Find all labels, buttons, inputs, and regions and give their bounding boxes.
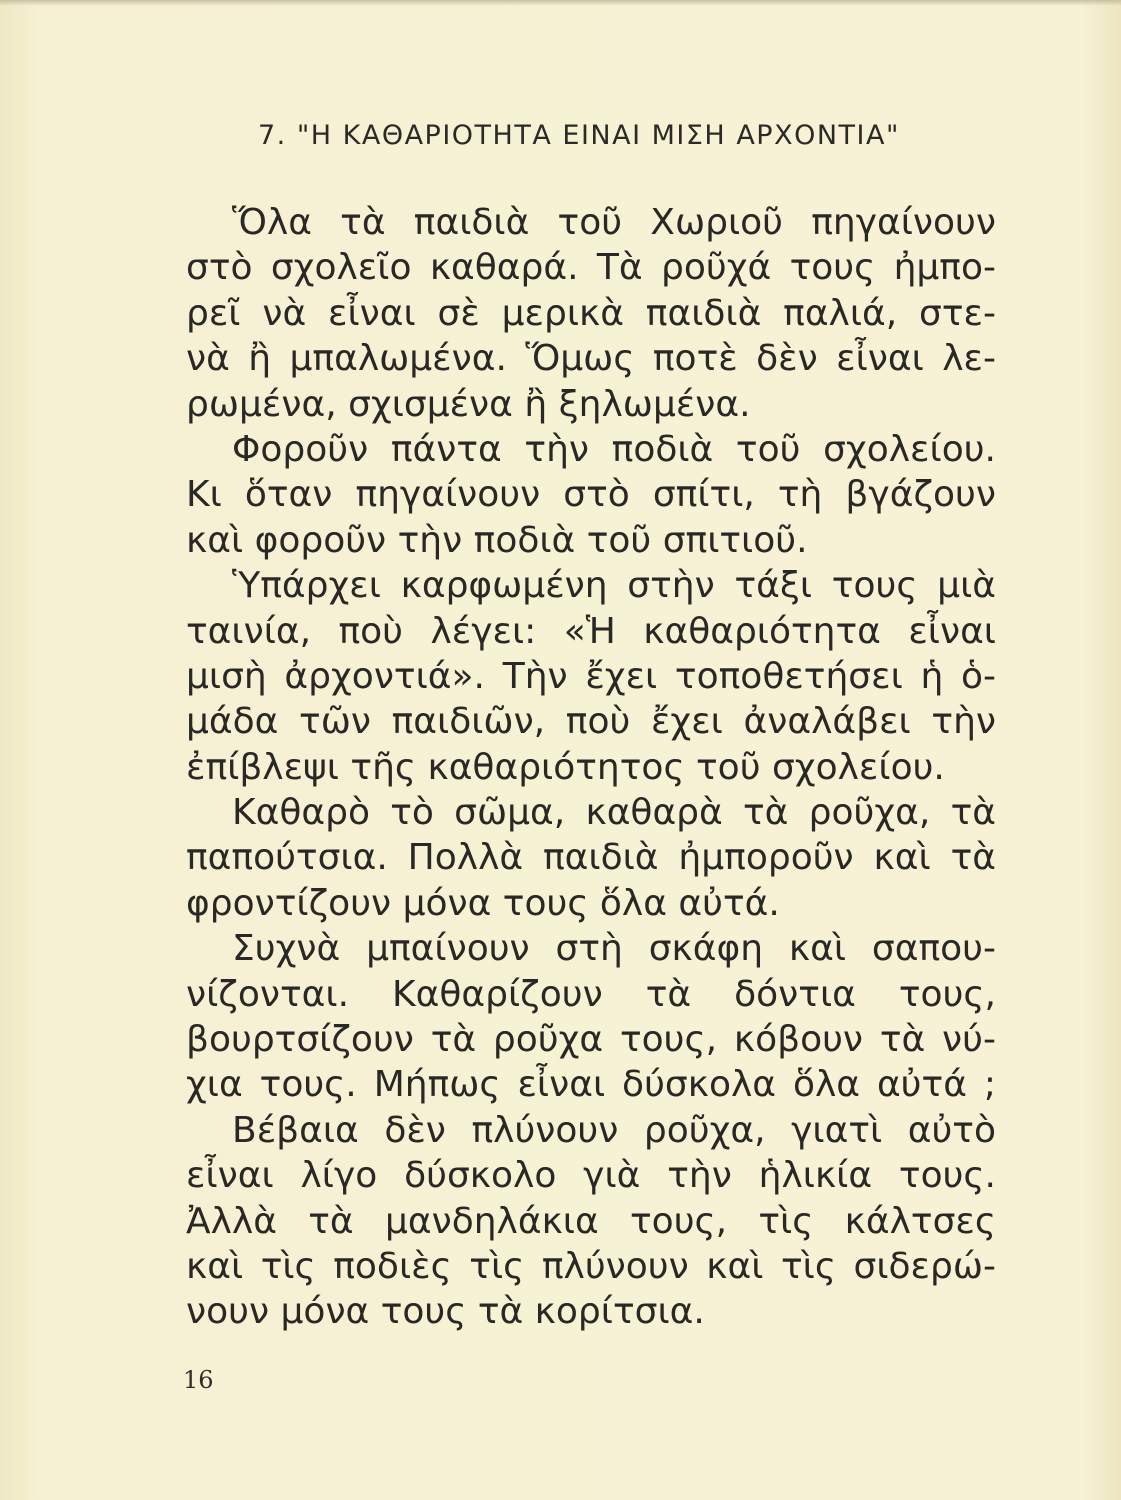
text-line: παπούτσια. Πολλὰ παιδιὰ ἠμποροῦν καὶ τὰ xyxy=(186,837,996,879)
text-line: νίζονται. Καθαρίζουν τὰ δόντια τους, xyxy=(186,973,996,1015)
text-line: μάδα τῶν παιδιῶν, ποὺ ἔχει ἀναλάβει τὴν xyxy=(186,701,996,743)
chapter-heading: 7. "Η ΚΑΘΑΡΙΟΤΗΤΑ ΕΙΝΑΙ ΜΙΣΗ ΑΡΧΟΝΤΙΑ" xyxy=(258,120,900,151)
text-line: Ἀλλὰ τὰ μανδηλάκια τους, τὶς κάλτσες xyxy=(186,1200,996,1242)
page-top-edge xyxy=(0,0,1121,6)
text-line: χια τους. Μήπως εἶναι δύσκολα ὅλα αὐτά ; xyxy=(186,1064,996,1106)
text-line: στὸ σχολεῖο καθαρά. Τὰ ροῦχά τους ἠμπο- xyxy=(186,247,996,289)
text-line: Ὅλα τὰ παιδιὰ τοῦ Χωριοῦ πηγαίνουν xyxy=(232,202,996,243)
text-line: μισὴ ἀρχοντιά». Τὴν ἔχει τοποθετήσει ἡ ὁ- xyxy=(186,655,996,697)
text-line: Καθαρὸ τὸ σῶμα, καθαρὰ τὰ ροῦχα, τὰ xyxy=(232,792,996,834)
text-line: βουρτσίζουν τὰ ροῦχα τους, κόβουν τὰ νύ- xyxy=(186,1019,996,1061)
text-line: ἐπίβλεψι τῆς καθαριότητος τοῦ σχολείου. xyxy=(186,746,945,788)
text-line: Κι ὅταν πηγαίνουν στὸ σπίτι, τὴ βγάζουν xyxy=(186,474,996,516)
text-line: ρωμένα, σχισμένα ἢ ξηλωμένα. xyxy=(186,383,751,425)
body-text xyxy=(186,200,996,1335)
text-line: νουν μόνα τους τὰ κορίτσια. xyxy=(186,1291,705,1333)
text-line: ρεῖ νὰ εἶναι σὲ μερικὰ παιδιὰ παλιά, στε- xyxy=(186,292,996,334)
text-line: εἶναι λίγο δύσκολο γιὰ τὴν ἡλικία τους. xyxy=(186,1155,996,1197)
text-line: φροντίζουν μόνα τους ὅλα αὐτά. xyxy=(186,882,780,924)
text-line: νὰ ἢ μπαλωμένα. Ὅμως ποτὲ δὲν εἶναι λε- xyxy=(186,338,996,380)
text-line: Ὑπάρχει καρφωμένη στὴν τάξι τους μιὰ xyxy=(232,565,996,607)
text-line: καὶ φοροῦν τὴν ποδιὰ τοῦ σπιτιοῦ. xyxy=(186,519,808,561)
page-number: 16 xyxy=(183,1366,214,1394)
text-line: ταινία, ποὺ λέγει: «Ἡ καθαριότητα εἶναι xyxy=(186,610,996,652)
text-line: καὶ τὶς ποδιὲς τὶς πλύνουν καὶ τὶς σιδερώ- xyxy=(186,1245,996,1287)
text-line: Συχνὰ μπαίνουν στὴ σκάφη καὶ σαπου- xyxy=(232,928,996,970)
text-line: Βέβαια δὲν πλύνουν ροῦχα, γιατὶ αὐτὸ xyxy=(232,1109,996,1151)
text-line: Φοροῦν πάντα τὴν ποδιὰ τοῦ σχολείου. xyxy=(232,428,996,470)
